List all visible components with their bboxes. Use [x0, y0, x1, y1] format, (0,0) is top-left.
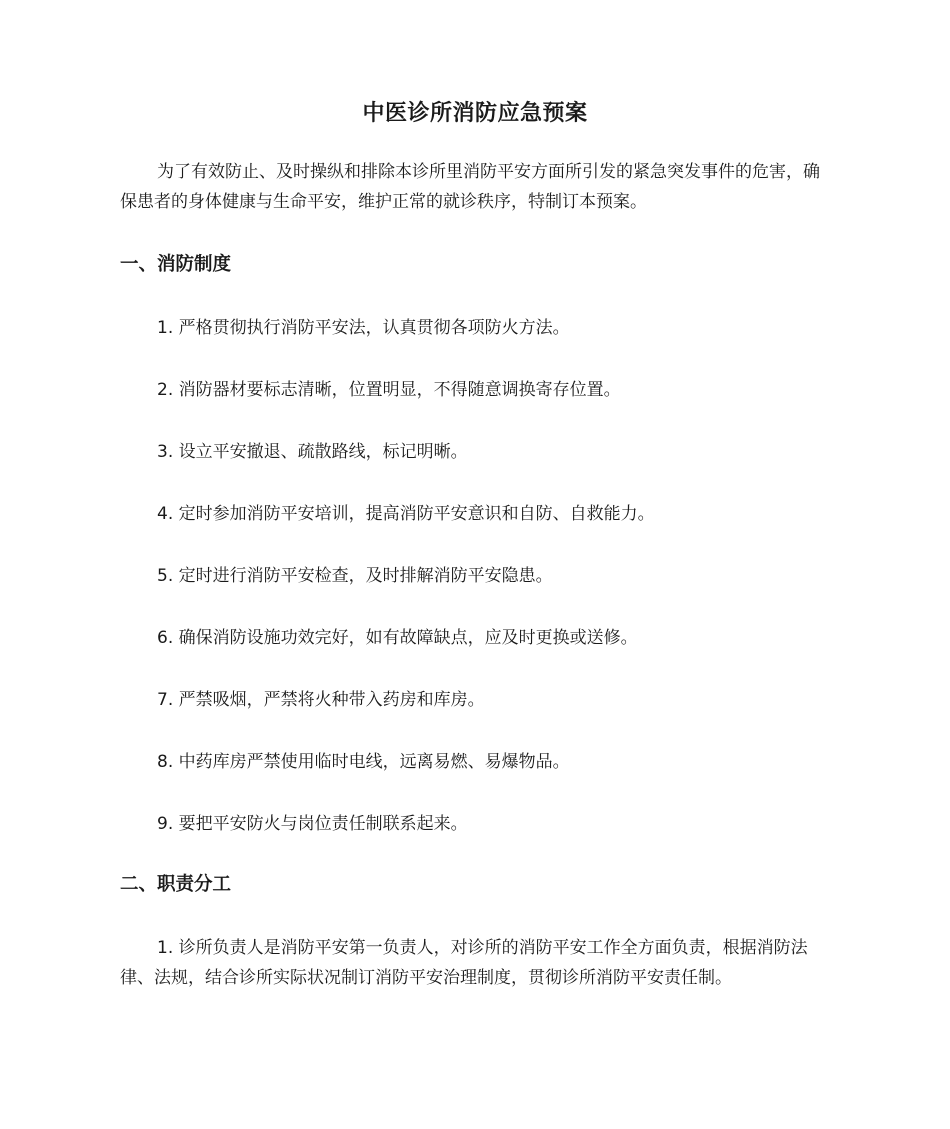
list-item: 3. 设立平安撤退、疏散路线，标记明晰。 [157, 442, 468, 462]
list-item: 1. 诊所负责人是消防平安第一负责人，对诊所的消防平安工作全方面负责，根据消防法律、法规，结合诊所实际状况制订消防平安治理制度，贯彻诊所消防平安责任制。 [120, 938, 808, 988]
duties-list [120, 933, 830, 993]
document-title: 中医诊所消防应急预案 [362, 101, 588, 126]
fire-rules-list [120, 313, 830, 839]
section-heading-fire-rules: 一、消防制度 [120, 254, 232, 275]
list-item: 2. 消防器材要标志清晰，位置明显，不得随意调换寄存位置。 [157, 380, 621, 400]
list-item: 8. 中药库房严禁使用临时电线，远离易燃、易爆物品。 [157, 752, 570, 772]
list-item: 9. 要把平安防火与岗位责任制联系起来。 [157, 814, 468, 834]
intro-paragraph: 为了有效防止、及时操纵和排除本诊所里消防平安方面所引发的紧急突发事件的危害，确保患者的身体健康与生命平安，维护正常的就诊秩序，特制订本预案。 [120, 162, 820, 212]
list-item: 6. 确保消防设施功效完好，如有故障缺点，应及时更换或送修。 [157, 628, 638, 648]
section-heading-duties: 二、职责分工 [120, 874, 232, 895]
list-item: 1. 严格贯彻执行消防平安法，认真贯彻各项防火方法。 [157, 318, 570, 338]
list-item: 4. 定时参加消防平安培训，提高消防平安意识和自防、自救能力。 [157, 504, 655, 524]
list-item: 5. 定时进行消防平安检查，及时排解消防平安隐患。 [157, 566, 553, 586]
list-item: 7. 严禁吸烟，严禁将火种带入药房和库房。 [157, 690, 485, 710]
